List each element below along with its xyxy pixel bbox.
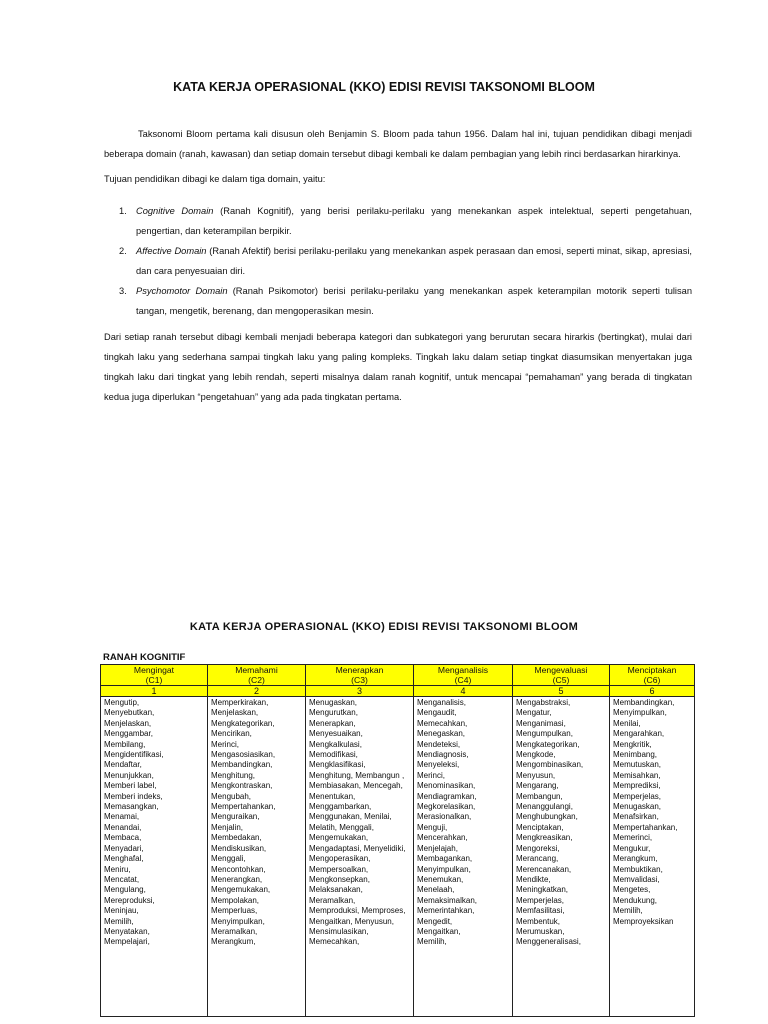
verb-item: Menerangkan, xyxy=(211,874,263,884)
verb-item: Memprediksi, xyxy=(613,781,661,791)
verb-item: Menyesuaikan, xyxy=(309,729,363,739)
verb-item: Merasionalkan, xyxy=(417,812,472,822)
verb-item: Mengkategorikan, xyxy=(516,739,580,749)
level-number-row xyxy=(101,686,695,697)
verb-item: Meramalkan, xyxy=(309,895,356,905)
column-code: (C3) xyxy=(351,675,368,685)
verb-item: Memerinci, xyxy=(613,833,653,843)
column-header xyxy=(306,665,414,686)
verb-item: Menciptakan, xyxy=(516,822,564,832)
verb-item: Memfasilitasi, xyxy=(516,906,565,916)
domain-name: Psychomotor Domain xyxy=(136,286,228,296)
verb-item: Menimbang, xyxy=(613,750,658,760)
verb-item: Mengatur, xyxy=(516,708,552,718)
verb-item: Menjelajah, xyxy=(417,843,458,853)
verb-item: Menyebutkan, xyxy=(104,708,155,718)
level-number: 1 xyxy=(101,686,208,697)
verb-item: Mengkontraskan, xyxy=(211,781,273,791)
column-code: (C4) xyxy=(454,675,472,685)
verb-item: Memilih, xyxy=(104,916,134,926)
verb-item: Membiasakan, Mencegah, xyxy=(309,781,403,791)
verb-item: Menunjukkan, xyxy=(104,770,154,780)
verb-item: Memberi label, xyxy=(104,781,157,791)
verb-item: Mengukur, xyxy=(613,843,651,853)
verb-list-c3 xyxy=(306,697,414,1017)
verb-item: Merinci, xyxy=(211,739,240,749)
verb-item: Meninjau, xyxy=(104,906,139,916)
verb-item: Menafsirkan, xyxy=(613,812,659,822)
domain-number: 2. xyxy=(119,246,127,256)
verb-item: Mengkalkulasi, xyxy=(309,739,362,749)
verb-item: Mendukung, xyxy=(613,895,658,905)
verb-item: Mempolakan, xyxy=(211,895,260,905)
verb-item: Mempertahankan, xyxy=(211,802,276,812)
verb-item: Menggeneralisasi, xyxy=(516,937,581,947)
verb-item: Mencatat, xyxy=(104,874,140,884)
domain-number: 3. xyxy=(119,286,127,296)
verb-item: Mengetes, xyxy=(613,885,651,895)
level-number: 6 xyxy=(610,686,695,697)
verb-item: Mensimulasikan, xyxy=(309,926,369,936)
verb-item: Meningkatkan, xyxy=(516,885,569,895)
verb-item: Mengkode, xyxy=(516,750,556,760)
level-number: 4 xyxy=(414,686,513,697)
verb-item: Memperluas, xyxy=(211,906,258,916)
verb-item: Menemukan, xyxy=(417,874,464,884)
verb-item: Menjelaskan, xyxy=(104,718,152,728)
verb-item: Mempelajari, xyxy=(104,937,150,947)
verb-row xyxy=(101,697,695,1017)
verb-item: Membangun, xyxy=(516,791,563,801)
verb-item: Mengemukakan, xyxy=(211,885,271,895)
column-name: Menerapkan xyxy=(335,665,384,675)
verb-item: Megkorelasikan, xyxy=(417,802,476,812)
domain-number: 1. xyxy=(119,206,127,216)
level-number: 3 xyxy=(306,686,414,697)
verb-item: Mengemukakan, xyxy=(309,833,369,843)
verb-item: Menggambar, xyxy=(104,729,153,739)
verb-item: Memecahkan, xyxy=(309,937,360,947)
domain-description: (Ranah Kognitif), yang berisi perilaku-perilaku yang menekankan aspek intelektual, seperti pengetahuan, pengertian, dan keterampilan berpikir. xyxy=(136,206,692,236)
domain-item xyxy=(104,281,692,321)
verb-item: Menggambarkan, xyxy=(309,802,372,812)
verb-item: Mengulang, xyxy=(104,885,146,895)
verb-item: Mengutip, xyxy=(104,698,140,707)
column-header xyxy=(414,665,513,686)
verb-item: Membuktikan, xyxy=(613,864,663,874)
verb-item: Mendiskusikan, xyxy=(211,843,267,853)
verb-item: Mencerahkan, xyxy=(417,833,468,843)
verb-item: Menyimpulkan, xyxy=(417,864,471,874)
table-header-row xyxy=(101,665,695,686)
verb-item: Menganimasi, xyxy=(516,718,566,728)
column-name: Menganalisis xyxy=(437,665,489,675)
verb-list-c4 xyxy=(414,697,513,1017)
verb-item: Menghitung, Membangun , xyxy=(309,770,405,780)
verb-item: Mendaftar, xyxy=(104,760,142,770)
verb-item: Membandingkan, xyxy=(613,698,675,707)
column-code: (C5) xyxy=(552,675,570,685)
verb-item: Mengkreasikan, xyxy=(516,833,573,843)
column-name: Mengingat xyxy=(133,665,175,675)
hierarchy-paragraph: Dari setiap ranah tersebut dibagi kembali menjadi beberapa kategori dan subkategori yang berurutan secara hirarkis (bertingkat), mulai dari tingkah laku yang sederhana sampai tingkah laku yang paling kompleks. Tingkah laku dalam setiap tingkat diasumsikan menyertakan juga tingkah laku dari tingkat yang lebih rendah, seperti misalnya dalam ranah kognitif, untuk mencapai “pemahaman” yang berada di tingkatan kedua juga diperlukan “pengetahuan” yang ada pada tingkatan pertama. xyxy=(104,332,692,402)
verb-item: Mengarahkan, xyxy=(613,729,665,739)
verb-item: Merumuskan, xyxy=(516,926,565,936)
verb-item: Mendiagnosis, xyxy=(417,750,469,760)
verb-item: Merangkum, xyxy=(211,937,256,947)
verb-item: Mengkategorikan, xyxy=(211,718,275,728)
verb-item: Memilih, xyxy=(613,906,643,916)
verb-item: Memperjelas, xyxy=(613,791,662,801)
verb-item: Mengarang, xyxy=(516,781,559,791)
level-number: 2 xyxy=(208,686,306,697)
verb-item: Membilang, xyxy=(104,739,146,749)
verb-item: Memerintahkan, xyxy=(417,906,475,916)
page-title: KATA KERJA OPERASIONAL (KKO) EDISI REVISI TAKSONOMI BLOOM xyxy=(173,80,595,94)
verb-item: Membedakan, xyxy=(211,833,262,843)
verb-item: Memperjelas, xyxy=(516,895,565,905)
column-code: (C6) xyxy=(643,675,661,685)
verb-item: Mengkonsepkan, xyxy=(309,874,370,884)
column-name: Menciptakan xyxy=(627,665,677,675)
table-title: KATA KERJA OPERASIONAL (KKO) EDISI REVISI TAKSONOMI BLOOM xyxy=(189,621,579,633)
verb-list-c6 xyxy=(610,697,695,1017)
column-header xyxy=(610,665,695,686)
verb-item: Menyadari, xyxy=(104,843,144,853)
verb-item: Menyimpulkan, xyxy=(613,708,667,718)
ranah-label: RANAH KOGNITIF xyxy=(103,652,186,663)
verb-item: Mengurutkan, xyxy=(309,708,358,718)
verb-item: Mengedit, xyxy=(417,916,453,926)
verb-item: Menegaskan, xyxy=(417,729,466,739)
verb-item: Memperkirakan, xyxy=(211,698,269,707)
verb-item: Memaksimalkan, xyxy=(417,895,478,905)
verb-item: Menugaskan, xyxy=(613,802,662,812)
verb-item: Memutuskan, xyxy=(613,760,662,770)
verb-item: Mengkritik, xyxy=(613,739,652,749)
verb-item: Menamai, xyxy=(104,812,140,822)
verb-item: Mendeteksi, xyxy=(417,739,461,749)
verb-item: Mengabstraksi, xyxy=(516,698,571,707)
verb-item: Memasangkan, xyxy=(104,802,159,812)
column-header xyxy=(513,665,610,686)
verb-list-c2 xyxy=(208,697,306,1017)
verb-item: Menjalin, xyxy=(211,822,244,832)
verb-item: Memisahkan, xyxy=(613,770,661,780)
verb-item: Menghubungkan, xyxy=(516,812,578,822)
verb-item: Menjelaskan, xyxy=(211,708,259,718)
verb-item: Mengidentifikasi, xyxy=(104,750,164,760)
intro-paragraph: Taksonomi Bloom pertama kali disusun oleh Benjamin S. Bloom pada tahun 1956. Dalam hal ini, tujuan pendidikan dibagi menjadi beberapa domain (ranah, kawasan) dan setiap domain tersebut dibagi kembali ke dalam pembagian yang lebih rinci berdasarkan hirarkinya. xyxy=(104,129,692,159)
verb-item: Menguraikan, xyxy=(211,812,260,822)
verb-item: Membaca, xyxy=(104,833,142,843)
verb-item: Membandingkan, xyxy=(211,760,273,770)
verb-item: Melaksanakan, xyxy=(309,885,363,895)
verb-item: Mengoreksi, xyxy=(516,843,560,853)
column-name: Memahami xyxy=(235,665,278,675)
column-code: (C2) xyxy=(248,675,265,685)
verb-item: Mengasosiasikan, xyxy=(211,750,276,760)
verb-item: Mengaudit, xyxy=(417,708,457,718)
verb-item: Mengombinasikan, xyxy=(516,760,584,770)
domain-description: (Ranah Psikomotor) berisi perilaku-perilaku yang menekankan aspek keterampilan motorik seperti tulisan tangan, mengetik, berenang, dan mengoperasikan mesin. xyxy=(136,286,692,316)
verb-item: Menyeleksi, xyxy=(417,760,460,770)
verb-item: Meramalkan, xyxy=(211,926,258,936)
verb-item: Mendiagramkan, xyxy=(417,791,477,801)
column-header xyxy=(101,665,208,686)
verb-item: Melatih, Menggali, xyxy=(309,822,374,832)
kko-table xyxy=(100,664,695,1017)
verb-item: Menguji, xyxy=(417,822,448,832)
verb-item: Menghitung, xyxy=(211,770,256,780)
verb-item: Mendikte, xyxy=(516,874,551,884)
verb-item: Mencirikan, xyxy=(211,729,252,739)
verb-item: Mencontohkan, xyxy=(211,864,266,874)
verb-item: Memecahkan, xyxy=(417,718,468,728)
verb-item: Menyusun, xyxy=(516,770,556,780)
verb-item: Menerapkan, xyxy=(309,718,356,728)
verb-item: Memproyeksikan xyxy=(613,916,674,926)
column-code: (C1) xyxy=(145,675,163,685)
verb-item: Menyatakan, xyxy=(104,926,150,936)
verb-item: Membagankan, xyxy=(417,854,473,864)
verb-item: Menghafal, xyxy=(104,854,144,864)
verb-item: Mengumpulkan, xyxy=(516,729,573,739)
verb-item: Menentukan, xyxy=(309,791,356,801)
verb-item: Memvalidasi, xyxy=(613,874,660,884)
verb-item: Merangkum, xyxy=(613,854,658,864)
verb-item: Mengadaptasi, Menyelidiki, xyxy=(309,843,406,853)
verb-item: Menggunakan, Menilai, xyxy=(309,812,392,822)
verb-item: Menilai, xyxy=(613,718,641,728)
column-name: Mengevaluasi xyxy=(534,665,588,675)
domain-list xyxy=(104,201,692,321)
level-number: 5 xyxy=(513,686,610,697)
verb-item: Mengklasifikasi, xyxy=(309,760,366,770)
domain-name: Cognitive Domain xyxy=(136,206,214,216)
domain-description: (Ranah Afektif) berisi perilaku-perilaku yang menekankan aspek perasaan dan emosi, seperti minat, sikap, apresiasi, dan cara penyesuaian diri. xyxy=(136,246,692,276)
domain-name: Affective Domain xyxy=(136,246,207,256)
column-header xyxy=(208,665,306,686)
verb-item: Menandai, xyxy=(104,822,142,832)
verb-item: Mempertahankan, xyxy=(613,822,678,832)
domain-item xyxy=(104,201,692,241)
verb-item: Menganalisis, xyxy=(417,698,466,707)
verb-item: Menominasikan, xyxy=(417,781,476,791)
verb-item: Mengoperasikan, xyxy=(309,854,371,864)
verb-item: Menyimpulkan, xyxy=(211,916,265,926)
verb-item: Memproduksi, Memproses, xyxy=(309,906,406,916)
verb-item: Menugaskan, xyxy=(309,698,358,707)
verb-item: Meniru, xyxy=(104,864,131,874)
domains-intro: Tujuan pendidikan dibagi ke dalam tiga domain, yaitu: xyxy=(104,174,326,184)
verb-item: Menelaah, xyxy=(417,885,455,895)
verb-item: Memodifikasi, xyxy=(309,750,358,760)
verb-list-c5 xyxy=(513,697,610,1017)
verb-item: Merinci, xyxy=(417,770,446,780)
verb-item: Merencanakan, xyxy=(516,864,572,874)
verb-item: Mengaitkan, xyxy=(417,926,461,936)
verb-item: Menanggulangi, xyxy=(516,802,573,812)
verb-item: Mempersoalkan, xyxy=(309,864,369,874)
domain-item xyxy=(104,241,692,281)
verb-item: Memberi indeks, xyxy=(104,791,163,801)
verb-item: Merancang, xyxy=(516,854,559,864)
verb-item: Membentuk, xyxy=(516,916,561,926)
verb-list-c1 xyxy=(101,697,208,1017)
verb-item: Memilih, xyxy=(417,937,447,947)
verb-item: Mereproduksi, xyxy=(104,895,155,905)
verb-item: Menggali, xyxy=(211,854,246,864)
verb-item: Mengaitkan, Menyusun, xyxy=(309,916,394,926)
verb-item: Mengubah, xyxy=(211,791,252,801)
